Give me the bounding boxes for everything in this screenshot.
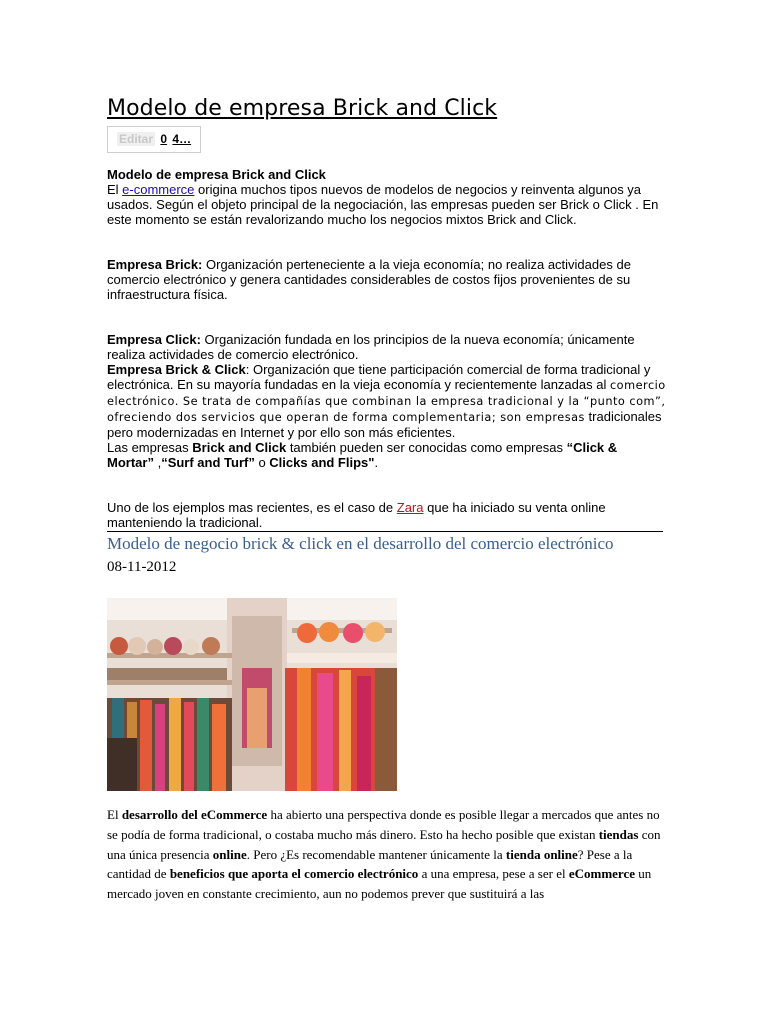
more-link[interactable]: 4… [172,132,192,146]
article-text-run: a una empresa, pese a ser el [418,866,569,882]
zara-link[interactable]: Zara [396,500,424,515]
article-text-run: . Pero ¿Es recomendable mantener únicamente la [246,846,506,862]
brick-paragraph: Empresa Brick: Organización perteneciente a la vieja economía; no realiza actividades de comercio electrónico y genera cantidades considerables de costos fijos provenientes de su infraestructura física. [107,257,631,302]
article-bold-run: beneficios que aporta el comercio electrónico [169,866,419,882]
brick-label: Empresa Brick: [107,257,203,272]
store-interior-photo [107,598,397,791]
article-title[interactable]: Modelo de negocio brick & click en el desarrollo del comercio electrónico [107,534,614,553]
article-date: 08-11-2012 [107,559,177,575]
edit-toolbar [107,126,201,153]
aliases-paragraph: Las empresas Brick and Click también pueden ser conocidas como empresas “Click & Mortar” ,“Surf and Turf” o Clicks and Flips". [107,440,618,470]
page-title: Modelo de empresa Brick and Click [107,96,498,121]
zara-paragraph: Uno de los ejemplos mas recientes, es el caso de Zara que ha iniciado su venta online manteniendo la tradicional. [107,500,606,530]
brickclick-paragraph: Empresa Brick & Click: Organización que tiene participación comercial de forma tradicional y electrónica. En su mayoría fundadas en la vieja economía y recientemente lanzadas al comercio electrónico. Se trata de compañías que combinan la empresa tradicional y la “punto com”, ofreciendo dos servicios que operan de forma complementaria; son empresas tradicionales pero modernizadas en Internet y por ello son más eficientes. [107,362,666,440]
article-text-run: ? Pese a la cantidad de [107,846,633,882]
article-text-run: El [107,807,122,822]
article-body [107,805,663,904]
article-bold-run: desarrollo del eCommerce [121,807,268,822]
article-text-run: un mercado joven en constante crecimiento, aun no podemos prever que sustituirá a las [107,866,652,902]
comments-count-link[interactable]: 0 [160,132,168,146]
click-paragraph: Empresa Click: Organización fundada en los principios de la nueva economía; únicamente realiza actividades de comercio electrónico. [107,332,635,362]
article-text-run: con una única presencia [107,826,661,862]
intro-paragraph: El e-commerce origina muchos tipos nuevos de modelos de negocios y reinventa algunos ya usados. Según el objeto principal de la negociación, las empresas pueden ser Brick o Click . En este momento se están revalorizando mucho los negocios mixtos Brick and Click. [107,182,659,227]
ecommerce-link[interactable]: e-commerce [122,182,195,197]
article-text-run: ha abierto una perspectiva donde es posible llegar a mercados que antes no se podía de forma tradicional, o costaba mucho más dinero. Esto ha hecho posible que existan [107,807,660,842]
divider [107,531,663,532]
article-bold-run: online [212,846,247,862]
article-bold-run: tiendas [598,826,639,842]
edit-button[interactable]: Editar [119,132,154,146]
intro-heading: Modelo de empresa Brick and Click [107,167,326,182]
document-page [107,94,667,904]
brickclick-label: Empresa Brick & Click [107,362,246,377]
click-label: Empresa Click: [107,332,201,347]
article-bold-run: tienda online [505,846,578,862]
article-bold-run: eCommerce [568,866,635,882]
